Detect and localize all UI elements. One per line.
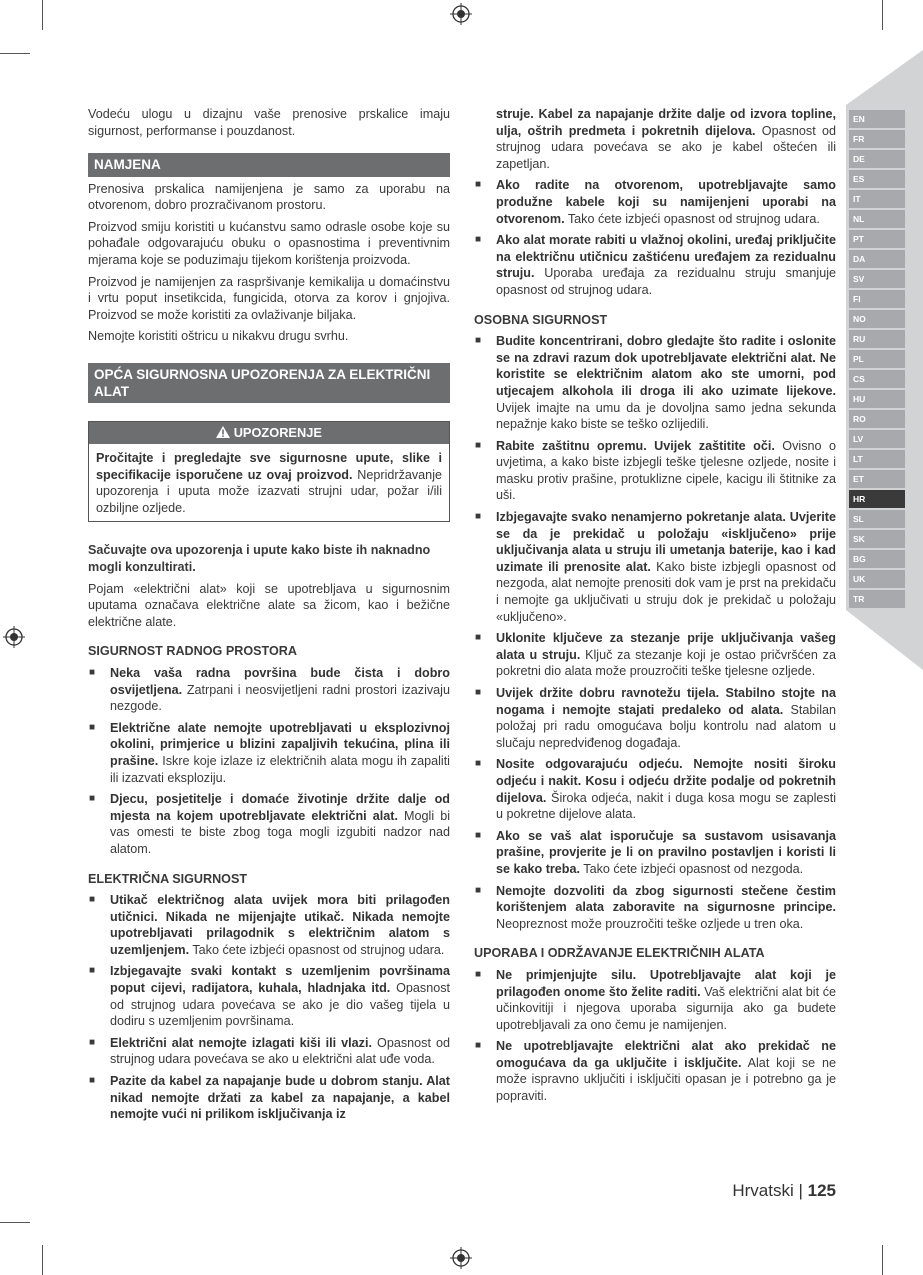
warning-text: Pročitajte i pregledajte sve sigurnosne upute, slike i specifikacije isporučene uz ovaj proizvod. Nepridržavanje upozorenja i uputa može izazvati strujni udar, požar i/ili ozbiljne ozljede. [96,451,442,515]
language-tab-en[interactable]: EN [849,110,905,128]
language-tab-tr[interactable]: TR [849,590,905,608]
list-item: ■ Ako radite na otvorenom, upotrebljavajte samo produžne kabele koji su namijenjeni uporabi na otvorenom. Tako ćete izbjeći opasnost od strujnog udara. [475,178,836,226]
language-tab-lt[interactable]: LT [849,450,905,468]
bullet-icon: ■ [475,968,482,980]
list-item: ■ Ne upotrebljavajte električni alat ako prekidač ne omogućava da ga uključite i isključite. Alat koji se ne može ispravno uključiti i isključiti opasan je i potrebno ga je popraviti. [475,1039,836,1104]
language-tab-fr[interactable]: FR [849,130,905,148]
language-tab-hu[interactable]: HU [849,390,905,408]
list-item: ■ Neka vaša radna površina bude čista i dobro osvijetljena. Zatrpani i neosvijetljeni radni prostori izazivaju nezgode. [89,665,450,714]
language-tab-pl[interactable]: PL [849,350,905,368]
bullet-icon: ■ [89,721,96,733]
warning-triangle-icon [216,426,230,438]
bullet-icon: ■ [475,335,482,347]
registration-mark-icon [450,1247,472,1269]
bullet-icon: ■ [475,179,482,191]
list-item: ■ Utikač električnog alata uvijek mora biti prilagođen utičnici. Nikada ne mijenjajte utikač. Nikada nemojte upotrebljavati prilagodnik s električnim alatom s uzemljenjem. Tako ćete izbjeći opasnost od strujnog udara. [89,893,450,957]
list-item: ■ Pazite da kabel za napajanje bude u dobrom stanju. Alat nikad nemojte držati za kabel za napajanje, a kabel nemojte vući ni prilikom isključivanja iz [89,1074,450,1122]
bullet-icon: ■ [475,884,482,896]
personal-list [474,333,836,932]
right-column [474,106,836,1110]
language-tab-es[interactable]: ES [849,170,905,188]
language-tab-hr[interactable]: HR [849,490,905,508]
language-tab-ro[interactable]: RO [849,410,905,428]
crop-mark [0,1222,30,1223]
registration-mark-icon [450,3,472,25]
bullet-icon: ■ [475,758,482,770]
page-footer [600,1181,836,1201]
bullet-icon: ■ [475,511,482,523]
bullet-icon: ■ [89,793,96,805]
use-list [474,967,836,1105]
page-number: 125 [807,1181,836,1200]
namjena-paragraph: Proizvod je namijenjen za raspršivanje kemikalija u domaćinstvu i vrtu poput insetikcida, fungicida, otorva za korov i gnjojiva. Proizvod se može koristiti za ovlaživanje biljaka. [88,274,450,322]
bullet-icon: ■ [475,829,482,841]
list-item: ■ Električni alat nemojte izlagati kiši ili vlazi. Opasnost od strujnog udara povećava se ako u električni alat uđe voda. [89,1035,450,1067]
language-tab-et[interactable]: ET [849,470,905,488]
language-tab-ru[interactable]: RU [849,330,905,348]
list-item: ■ Izbjegavajte svaki kontakt s uzemljenim površinama poput cijevi, radijatora, kuhala, hladnjaka itd. Opasnost od strujnog udara povećava se ako je dio vašeg tijela u dodiru s uzemljenim površinama. [89,964,450,1029]
intro-text: Vodeću ulogu u dizajnu vaše prenosive prskalice imaju sigurnost, performanse i pouzdanost. [88,107,450,138]
language-tab-no[interactable]: NO [849,310,905,328]
language-tab-bg[interactable]: BG [849,550,905,568]
bullet-icon: ■ [89,1075,96,1087]
language-tab-lv[interactable]: LV [849,430,905,448]
language-tab-uk[interactable]: UK [849,570,905,588]
electrical-list-continued [474,106,836,172]
crop-mark [42,0,43,30]
section-banner-safety: OPĆA SIGURNOSNA UPOZORENJA ZA ELEKTRIČNI ALAT [88,363,450,403]
list-item: ■ Djecu, posjetitelje i domaće životinje držite dalje od mjesta na kojem upotrebljavate električni alat. Mogli bi vas omesti te biste zbog toga mogli izgubiti nadzor nad alatom. [89,792,450,856]
bullet-icon: ■ [89,894,96,906]
list-item: ■ Izbjegavajte svako nenamjerno pokretanje alata. Uvjerite se da je prekidač u položaju «isključeno» prije uključivanja alata u struju ili umetanja baterije, kao i kad uzimate ili prenosite alat. Kako biste izbjegli opasnost od nezgoda, alat nemojte prenositi dok vam je prst na prekidaču i nemojte ga uključivati u struju dok je prekidač u položaju «uključeno». [475,510,836,624]
section-banner-namjena: NAMJENA [88,153,450,177]
electrical-list [88,892,450,1123]
language-tab-pt[interactable]: PT [849,230,905,248]
list-item: ■ Električne alate nemojte upotrebljavati u eksplozivnoj okolini, primjerice u blizini zapaljivih tekućina, plina ili prašine. Iskre koje izlaze iz električnih alata mogu ih zapaliti ili izazvati eksploziju. [89,720,450,785]
warning-box [88,421,450,522]
language-tab-sv[interactable]: SV [849,270,905,288]
language-tab-fi[interactable]: FI [849,290,905,308]
footer-language: Hrvatski [732,1181,794,1200]
footer-separator: | [798,1181,803,1200]
subheading-personal: OSOBNA SIGURNOST [474,312,608,327]
list-item: ■ Uklonite ključeve za stezanje prije uključivanja vašeg alata u struju. Ključ za stezanje koji je ostao pričvršćen za pokretni dio alata može prouzročiti teške tjelesne ozljede. [475,631,836,679]
list-item: ■ Rabite zaštitnu opremu. Uvijek zaštitite oči. Ovisno o uvjetima, a kako biste izbjegli teške tjelesne ozljede, nosite i masku protiv prašine, protuklizne cipele, kacigu ili štitnike za uši. [475,438,836,503]
list-item: ■ Ako alat morate rabiti u vlažnoj okolini, uređaj priključite na električnu utičnicu zaštićenu uređajem za rezidualnu struju. Uporaba uređaja za rezidualnu struju smanjuje opasnost od strujnog udara. [475,233,836,297]
left-column [88,106,450,1128]
list-item: struje. Kabel za napajanje držite dalje od izvora topline, ulja, oštrih predmeta i pokretnih dijelova. Opasnost od strujnog udara povećava se ako je kabel oštećen ili zapetljan. [496,107,836,171]
registration-mark-icon [3,626,25,648]
language-tab-sk[interactable]: SK [849,530,905,548]
work-area-list [88,665,450,858]
list-item: ■ Nosite odgovarajuću odjeću. Nemojte nositi široku odjeću i nakit. Kosu i odjeću držite podalje od pokretnih dijelova. Široka odjeća, nakit i duga kosa mogu se zaplesti u pokretne dijelove alata. [475,757,836,822]
subheading-use: UPORABA I ODRŽAVANJE ELEKTRIČNIH ALATA [474,946,765,961]
list-item: ■ Uvijek držite dobru ravnotežu tijela. Stabilno stojte na nogama i nemojte stajati predaleko od alata. Stabilan položaj pri radu omogućava bolju kontrolu nad alatom u slučaju nepredviđenog događaja. [475,686,837,750]
namjena-paragraph: Proizvod smiju koristiti u kućanstvu samo odrasle osobe koje su pohađale odgovarajuću obuku o opasnostima i preventivnim mjerama koje se poduzimaju tijekom korištenja proizvoda. [88,219,450,268]
language-tab-de[interactable]: DE [849,150,905,168]
list-item: ■ Nemojte dozvoliti da zbog sigurnosti stečene čestim korištenjem alata zaboravite na sigurnosne principe. Neopreznost može prouzročiti teške ozljede u tren oka. [475,883,836,931]
subheading-work-area: SIGURNOST RADNOG PROSTORA [88,644,297,659]
bullet-icon: ■ [475,632,482,644]
definition-text: Pojam «električni alat» koji se upotrebljava u sigurnosnim uputama označava električne alate sa žicom, kao i bežične električne alate. [88,581,450,629]
crop-mark [0,53,30,54]
namjena-paragraph: Nemojte koristiti oštricu u nikakvu drugu svrhu. [88,329,349,344]
bullet-icon: ■ [475,687,482,698]
crop-mark [882,0,883,30]
warning-header [89,422,449,444]
subheading-electrical: ELEKTRIČNA SIGURNOST [88,871,248,886]
bullet-icon: ■ [89,666,96,678]
bullet-icon: ■ [89,1036,96,1048]
language-tab-nl[interactable]: NL [849,210,905,228]
bullet-icon: ■ [475,234,482,246]
crop-mark [42,1245,43,1275]
language-tab-da[interactable]: DA [849,250,905,268]
language-tab-cs[interactable]: CS [849,370,905,388]
bullet-icon: ■ [475,439,482,451]
language-tab-it[interactable]: IT [849,190,905,208]
electrical-list-2 [474,177,836,298]
namjena-paragraph: Prenosiva prskalica namijenjena je samo za uporabu na otvorenom, dobro prozračivanom prostoru. [88,181,450,213]
bullet-icon: ■ [89,965,96,977]
list-item: ■ Ako se vaš alat isporučuje sa sustavom usisavanja prašine, provjerite je li on pravilno postavljen i koristi li se kako treba. Tako ćete izbjeći opasnost od nezgoda. [475,828,836,876]
warning-label: UPOZORENJE [233,425,322,441]
language-tab-sl[interactable]: SL [849,510,905,528]
list-item: ■ Ne primjenjujte silu. Upotrebljavajte alat koji je prilagođen onome što želite raditi. Vaš električni alat bit će učinkovitiji i njegova uporaba sigurnija ako ga budete upotrebljavali za ono čemu je namijenjen. [475,967,836,1032]
crop-mark [882,1245,883,1275]
keep-instructions: Sačuvajte ova upozorenja i upute kako biste ih naknadno mogli konzultirati. [88,543,431,574]
list-item: ■ Budite koncentrirani, dobro gledajte što radite i oslonite se na zdravi razum dok upotrebljavate električni alat. Ne koristite se električnim alatom ako ste umorni, pod utjecajem alkohola ili droga ili ako uzimate lijekove. Uvijek imajte na umu da je dovoljna samo jedna sekunda nepažnje kako biste se teško ozlijedili. [475,334,836,432]
bullet-icon: ■ [475,1040,482,1052]
